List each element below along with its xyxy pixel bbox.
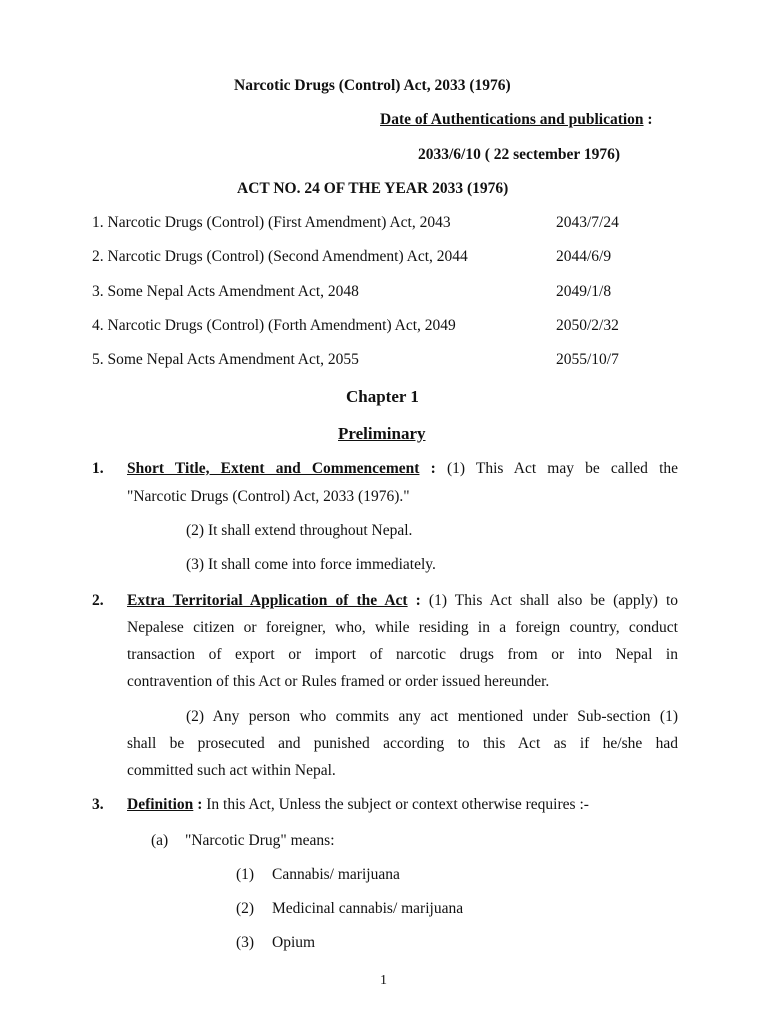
section-text: transaction of export or import of narcotic drugs from or into Nepal in [127, 646, 678, 663]
amendment-name: 5. Some Nepal Acts Amendment Act, 2055 [92, 351, 359, 368]
section-2-line [127, 592, 678, 610]
page-number: 1 [380, 973, 387, 988]
section-text: (1) This Act shall also be (apply) to [420, 592, 679, 609]
subsection-text: committed such act within Nepal. [127, 762, 336, 779]
section-colon: : [407, 592, 421, 609]
authentication-colon: : [643, 111, 653, 128]
chapter-subtitle: Preliminary [338, 424, 426, 443]
section-heading: Short Title, Extent and Commencement [127, 460, 420, 477]
section-number: 1. [92, 460, 104, 477]
section-text: "Narcotic Drugs (Control) Act, 2033 (1976)." [127, 488, 410, 505]
item-number: (3) [236, 934, 255, 951]
subsection-text: shall be prosecuted and punished according to this Act as if he/she had [127, 735, 678, 752]
item-text: Medicinal cannabis/ marijuana [272, 900, 464, 917]
section-number: 2. [92, 592, 104, 609]
item-text: Opium [272, 934, 316, 951]
amendment-date: 2055/10/7 [556, 351, 619, 368]
section-heading: Extra Territorial Application of the Act [127, 592, 408, 609]
amendment-name: 2. Narcotic Drugs (Control) (Second Amendment) Act, 2044 [92, 248, 468, 265]
item-number: (1) [236, 866, 255, 883]
item-number: (2) [236, 900, 255, 917]
section-3-line [127, 796, 589, 814]
act-number: ACT NO. 24 OF THE YEAR 2033 (1976) [237, 180, 509, 197]
clause-label: (a) [151, 832, 169, 849]
section-text: In this Act, Unless the subject or context otherwise requires :- [202, 796, 589, 813]
subsection-text: (2) It shall extend throughout Nepal. [186, 522, 413, 539]
amendment-name: 4. Narcotic Drugs (Control) (Forth Amendment) Act, 2049 [92, 317, 456, 334]
amendment-name: 1. Narcotic Drugs (Control) (First Amendment) Act, 2043 [92, 214, 451, 231]
authentication-label: Date of Authentications and publication [380, 111, 644, 128]
chapter-title: Chapter 1 [346, 387, 419, 406]
amendment-date: 2050/2/32 [556, 317, 619, 334]
document-title: Narcotic Drugs (Control) Act, 2033 (1976) [234, 77, 511, 94]
section-text: contravention of this Act or Rules framed or order issued hereunder. [127, 673, 550, 690]
clause-text: "Narcotic Drug" means: [185, 832, 335, 849]
amendment-date: 2043/7/24 [556, 214, 619, 231]
amendment-date: 2049/1/8 [556, 283, 612, 300]
section-heading: Definition [127, 796, 194, 813]
section-text: (1) This Act may be called the [435, 460, 678, 477]
authentication-date: 2033/6/10 ( 22 sectember 1976) [418, 146, 621, 163]
authentication-line [380, 111, 653, 129]
amendment-date: 2044/6/9 [556, 248, 612, 265]
subsection-text: (2) Any person who commits any act mentioned under Sub-section (1) [186, 708, 678, 725]
amendment-name: 3. Some Nepal Acts Amendment Act, 2048 [92, 283, 359, 300]
section-colon: : [419, 460, 436, 477]
section-colon: : [193, 796, 203, 813]
item-text: Cannabis/ marijuana [272, 866, 400, 883]
section-number: 3. [92, 796, 104, 813]
section-1-line [127, 460, 678, 478]
subsection-text: (3) It shall come into force immediately. [186, 556, 436, 573]
section-text: Nepalese citizen or foreigner, who, while residing in a foreign country, conduct [127, 619, 678, 636]
